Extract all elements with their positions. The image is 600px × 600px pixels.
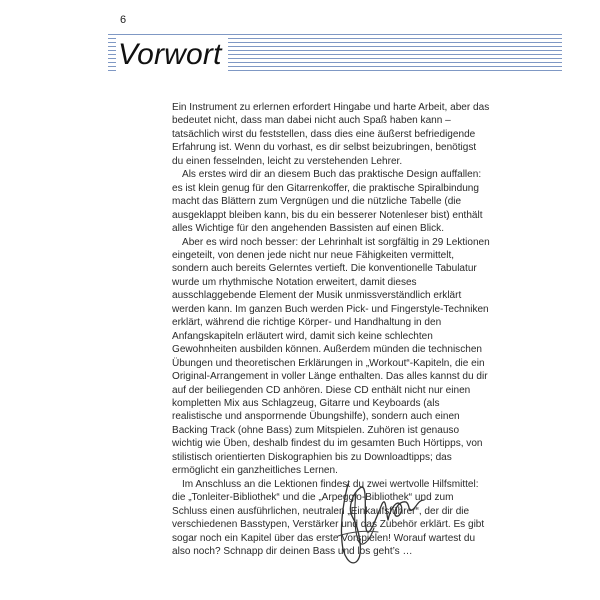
page-title: Vorwort [116,38,228,72]
paragraph: Im Anschluss an die Lektionen findest du zwei wertvolle Hilfsmittel: die „Tonleiter-Bibliothek“ und die „Arpeggio-Bibliothek“ und zum Schluss einen ausführlichen, neutralen „Einkaufsführer“, der dir die verschiedenen Basstypen, Verstärker und das Zubehör erklärt. Es gibt sogar noch ein Kapitel über das erste Vorspielen! Worauf wartest du also noch? Schnapp dir deinen Bass und los geht’s … [172,478,485,557]
paragraph: Aber es wird noch besser: der Lehrinhalt ist sorgfältig in 29 Lektionen eingeteilt, von denen jede nicht nur neue Fähigkeiten vermittelt, sondern auch bereits Gelerntes vertieft. Die konventionelle Tabulatur wurde um rhythmische Notation erweitert, damit dieses ausschlaggebende Element der Musik unmissverständlich erklärt werden kann. Im ganzen Buch werden Pick- und Fingerstyle-Techniken erklärt, während die richtige Körper- und Handhaltung in den Anfangskapiteln erläutert wird, damit sich keine schlechten Gewohnheiten ausbilden können. Außerdem münden die technischen Übungen und theoretischen Erklärungen in „Workout“-Kapiteln, die ein Original-Arrangement in voller Länge enthalten. Das alles kannst du dir auf der beiliegenden CD anhören. Diese CD enthält nicht nur einen kompletten Mix aus Schlagzeug, Gitarre und Keyboards (als realistische und ansporrnende Übungshilfe), sondern auch einen Backing Track (ohne Bass) zum Mitspielen. Zuhören ist genauso wichtig wie Üben, deshalb findest du im gesamten Buch Hörtipps, von stilistisch orientierten Diskographien bis zu Downloadtipps; das ermöglicht ein ganzheitliches Lernen. [172,236,490,477]
paragraph: Als erstes wird dir an diesem Buch das praktische Design auffallen: es ist klein genug für den Gitarrenkoffer, die praktische Spiralbindung macht das Blättern zum Vergnügen und die nützliche Tabelle (die ausgeklappt bleiben kann, bis du ein besserer Notenleser bist) enthält alles Wichtige für den angehenden Bassisten auf einen Blick. [172,169,483,235]
author-signature [330,470,430,580]
paragraph: Ein Instrument zu erlernen erfordert Hingabe und harte Arbeit, aber das bedeutet nicht, dass man dabei nicht auch Spaß haben kann – tatsächlich wirst du feststellen, dass dies eine äußerst befriedigende Erfahrung ist. Wenn du vorhast, es dir selbst beizubringen, benötigst du einen fesselnden, leicht zu verstehenden Lehrer. [172,102,490,167]
page-number: 6 [120,14,127,26]
